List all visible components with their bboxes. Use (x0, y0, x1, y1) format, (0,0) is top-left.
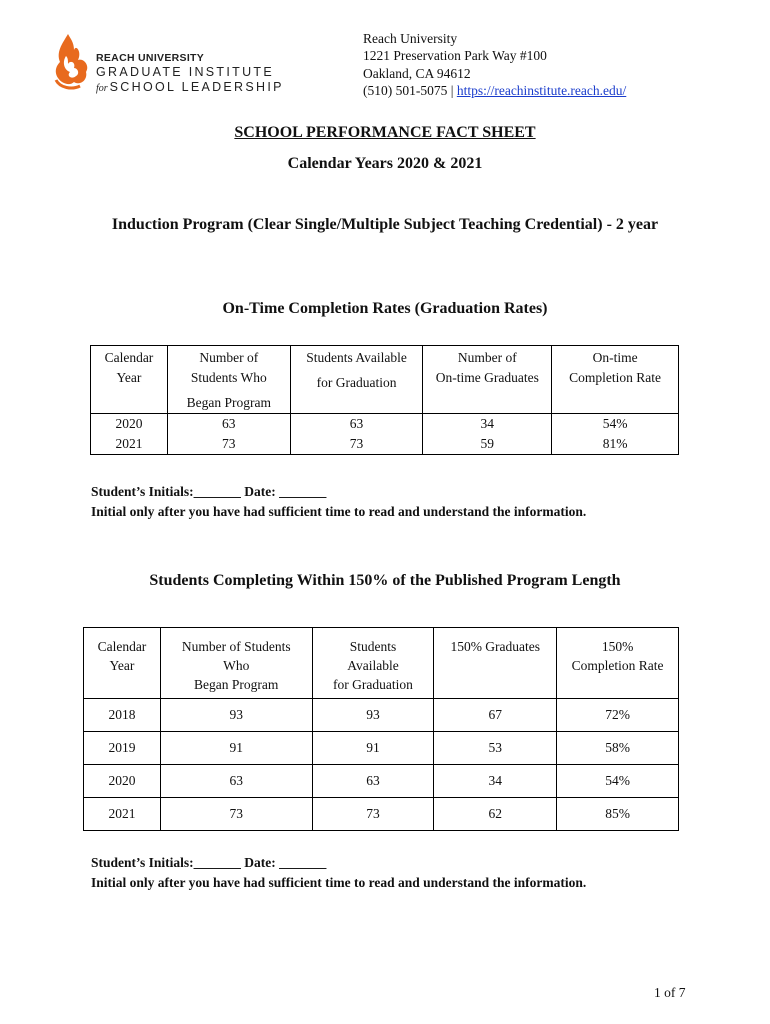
table-cell: 62 (434, 798, 557, 831)
reach-logo (52, 30, 284, 96)
table-cell: 81% (552, 434, 679, 455)
page-number: 1 of 7 (654, 985, 686, 1000)
flame-icon (52, 30, 92, 92)
within-150-table (83, 627, 679, 831)
within-150-heading: Students Completing Within 150% of the Published Program Length (149, 572, 621, 589)
table-row (84, 699, 679, 732)
table-cell: 85% (557, 798, 679, 831)
table-cell: 2020 (91, 414, 168, 435)
column-header: Calendar Year (91, 346, 168, 414)
column-header: Calendar Year (84, 628, 161, 699)
on-time-completion-heading: On-Time Completion Rates (Graduation Rates) (222, 300, 548, 317)
program-title: Induction Program (Clear Single/Multiple Subject Teaching Credential) - 2 year (111, 216, 659, 233)
table-header-row (91, 346, 679, 414)
website-link[interactable]: https://reachinstitute.reach.edu/ (456, 83, 627, 99)
table-cell: 2021 (84, 798, 161, 831)
table-cell: 54% (552, 414, 679, 435)
table-cell: 58% (557, 732, 679, 765)
initials-instruction: Initial only after you have had sufficient time to read and understand the information. (91, 875, 587, 890)
phone: (510) 501-5075 | (363, 83, 454, 99)
table-row (84, 798, 679, 831)
table-cell: 53 (434, 732, 557, 765)
on-time-completion-table (90, 345, 679, 455)
table-row (84, 765, 679, 798)
table-cell: 63 (290, 414, 423, 435)
column-header: On-time Completion Rate (552, 346, 679, 414)
fact-sheet-title: SCHOOL PERFORMANCE FACT SHEET (234, 124, 536, 141)
table-header-row (84, 628, 679, 699)
address-block (363, 30, 626, 100)
table-cell: 93 (160, 699, 312, 732)
column-header: Students Available for Graduation (290, 346, 423, 414)
table-cell: 2021 (91, 434, 168, 455)
logo-line-1: REACH UNIVERSITY (96, 52, 205, 64)
table-row (91, 414, 679, 435)
street-address: 1221 Preservation Park Way #100 (363, 48, 547, 64)
table-cell: 91 (312, 732, 434, 765)
contact-line (363, 82, 626, 99)
initials-instruction: Initial only after you have had sufficient time to read and understand the information. (91, 504, 587, 519)
initials-note (91, 853, 586, 893)
table-cell: 34 (423, 414, 552, 435)
initials-line[interactable]: Student’s Initials:_______ Date: _______ (91, 855, 327, 870)
table-cell: 67 (434, 699, 557, 732)
logo-school-leadership: SCHOOL LEADERSHIP (109, 80, 284, 94)
column-header: 150% Completion Rate (557, 628, 679, 699)
column-header: 150% Graduates (434, 628, 557, 699)
table-cell: 73 (290, 434, 423, 455)
logo-line-3 (96, 80, 284, 94)
table-cell: 2018 (84, 699, 161, 732)
table-cell: 63 (167, 414, 290, 435)
city-address: Oakland, CA 94612 (363, 65, 471, 81)
column-header: Students Available for Graduation (312, 628, 434, 699)
table-cell: 93 (312, 699, 434, 732)
initials-note (91, 482, 586, 522)
column-header: Number of On-time Graduates (423, 346, 552, 414)
table-cell: 54% (557, 765, 679, 798)
table-cell: 73 (160, 798, 312, 831)
table-cell: 2020 (84, 765, 161, 798)
column-header: Number of Students Who Began Program (167, 346, 290, 414)
table-cell: 72% (557, 699, 679, 732)
initials-line[interactable]: Student’s Initials:_______ Date: _______ (91, 484, 327, 499)
calendar-years-title: Calendar Years 2020 & 2021 (287, 155, 483, 172)
org-name: Reach University (363, 31, 458, 46)
column-header: Number of Students Who Began Program (160, 628, 312, 699)
table-row (91, 434, 679, 455)
logo-line-2: GRADUATE INSTITUTE (96, 65, 274, 79)
table-cell: 73 (167, 434, 290, 455)
table-cell: 2019 (84, 732, 161, 765)
table-cell: 63 (312, 765, 434, 798)
table-cell: 63 (160, 765, 312, 798)
table-cell: 59 (423, 434, 552, 455)
table-cell: 34 (434, 765, 557, 798)
table-cell: 73 (312, 798, 434, 831)
table-row (84, 732, 679, 765)
logo-for: for (96, 83, 108, 94)
table-cell: 91 (160, 732, 312, 765)
